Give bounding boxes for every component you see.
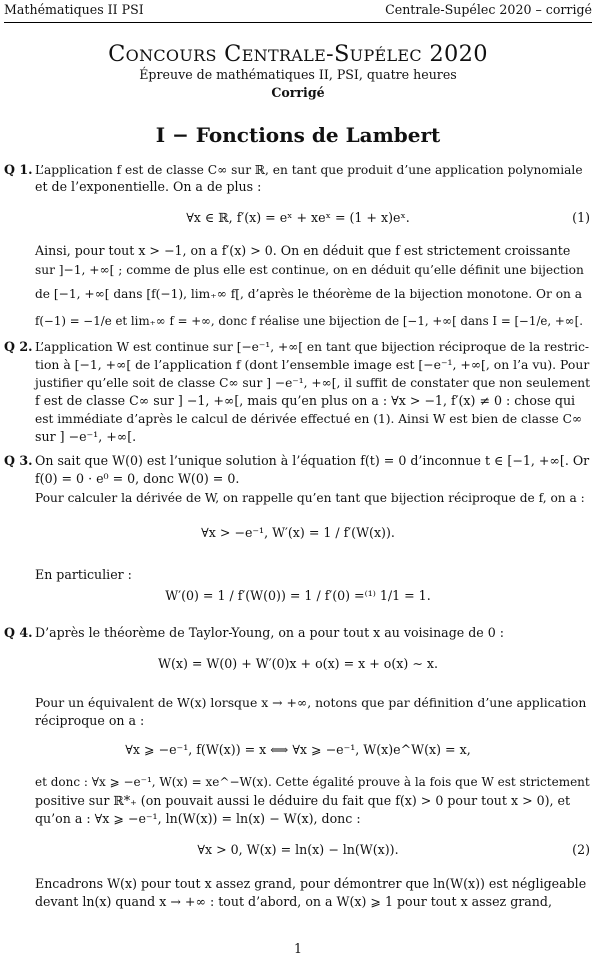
header-right: Centrale-Supélec 2020 – corrigé [385,2,592,17]
q2-line-4: f est de classe C∞ sur ] −1, +∞[, mais qu’en plus on a : ∀x > −1, f′(x) ≠ 0 : chose qui [35,393,576,408]
document-corrige: Corrigé [271,85,325,100]
q2-line-3: justifier qu’elle soit de classe C∞ sur ] −e⁻¹, +∞[, il suffit de constater que non seulement [35,376,591,390]
question-label-q4: Q 4. [4,625,33,640]
question-label-q3: Q 3. [4,453,33,468]
q3-en-particulier: En particulier : [35,567,132,582]
q3-equation-1: ∀x > −e⁻¹, W′(x) = 1 / f′(W(x)). [201,525,395,540]
question-label-q2: Q 2. [4,339,33,354]
q4-line-7: Encadrons W(x) pour tout x assez grand, pour démontrer que ln(W(x)) est négligeable [35,876,587,891]
q4-line-6: qu’on a : ∀x ⩾ −e⁻¹, ln(W(x)) = ln(x) − W(x), donc : [35,811,361,826]
q4-line-3: réciproque on a : [35,713,145,728]
q4-equation-number: (2) [572,842,590,857]
q1-line-1: L’application f est de classe C∞ sur ℝ, en tant que produit d’une application polynomiale [35,163,583,177]
header-left: Mathématiques II PSI [4,2,144,17]
q4-line-4: et donc : ∀x ⩾ −e⁻¹, W(x) = xe^−W(x). Cette égalité prouve à la fois que W est strictement [35,775,590,789]
q4-line-5: positive sur ℝ*₊ (on pouvait aussi le déduire du fait que f(x) > 0 pour tout x > 0), et [35,793,571,808]
q1-equation-1: ∀x ∈ ℝ, f′(x) = eˣ + xeˣ = (1 + x)eˣ. [186,210,410,225]
q4-equation-1: W(x) = W(0) + W′(0)x + o(x) = x + o(x) ∼ x. [158,656,438,671]
document-subtitle: Épreuve de mathématiques II, PSI, quatre heures [139,67,457,82]
q2-line-1: L’application W est continue sur [−e⁻¹, +∞[ en tant que bijection réciproque de la restric- [35,340,590,354]
q2-line-5: est immédiate d’après le calcul de dérivée effectué en (1). Ainsi W est bien de classe C∞ [35,412,583,426]
header-rule [4,22,592,23]
q4-equation-3: ∀x > 0, W(x) = ln(x) − ln(W(x)). [197,842,399,857]
q3-line-3: Pour calculer la dérivée de W, on rappelle qu’en tant que bijection réciproque de f, on a : [35,491,585,505]
q4-equation-2: ∀x ⩾ −e⁻¹, f(W(x)) = x ⟺ ∀x ⩾ −e⁻¹, W(x)e^W(x) = x, [125,742,471,757]
q3-line-2: f(0) = 0 · e⁰ = 0, donc W(0) = 0. [35,471,240,486]
q1-line-4: sur ]−1, +∞[ ; comme de plus elle est continue, on en déduit qu’elle définit une bijection [35,263,584,277]
q4-line-1: D’après le théorème de Taylor-Young, on a pour tout x au voisinage de 0 : [35,625,504,640]
q1-line-2: et de l’exponentielle. On a de plus : [35,179,262,194]
section-heading: I − Fonctions de Lambert [155,123,441,147]
q2-line-2: tion à [−1, +∞[ de l’application f (dont l’ensemble image est [−e⁻¹, +∞[, on l’a vu). Pour [35,357,590,372]
q1-line-3: Ainsi, pour tout x > −1, on a f′(x) > 0. On en déduit que f est strictement croissante [35,243,571,258]
question-label-q1: Q 1. [4,162,33,177]
q1-equation-number: (1) [572,210,590,225]
q4-line-8: devant ln(x) quand x → +∞ : tout d’abord, on a W(x) ⩾ 1 pour tout x assez grand, [35,894,552,909]
q1-line-5: de [−1, +∞[ dans [f(−1), lim₊∞ f[, d’après le théorème de la bijection monotone. Or on a [35,287,583,301]
q3-equation-2: W′(0) = 1 / f′(W(0)) = 1 / f′(0) =⁽¹⁾ 1/1 = 1. [165,588,431,603]
q3-line-1: On sait que W(0) est l’unique solution à l’équation f(t) = 0 d’inconnue t ∈ [−1, +∞[. Or [35,453,590,468]
page-number: 1 [293,941,302,957]
document-title: Concours Centrale-Supélec 2020 [108,41,488,67]
q4-line-2: Pour un équivalent de W(x) lorsque x → +∞, notons que par définition d’une application [35,695,587,710]
q2-line-6: sur ] −e⁻¹, +∞[. [35,429,137,444]
q1-line-6: f(−1) = −1/e et lim₊∞ f = +∞, donc f réalise une bijection de [−1, +∞[ dans I = [−1/e, +∞[. [35,314,583,328]
